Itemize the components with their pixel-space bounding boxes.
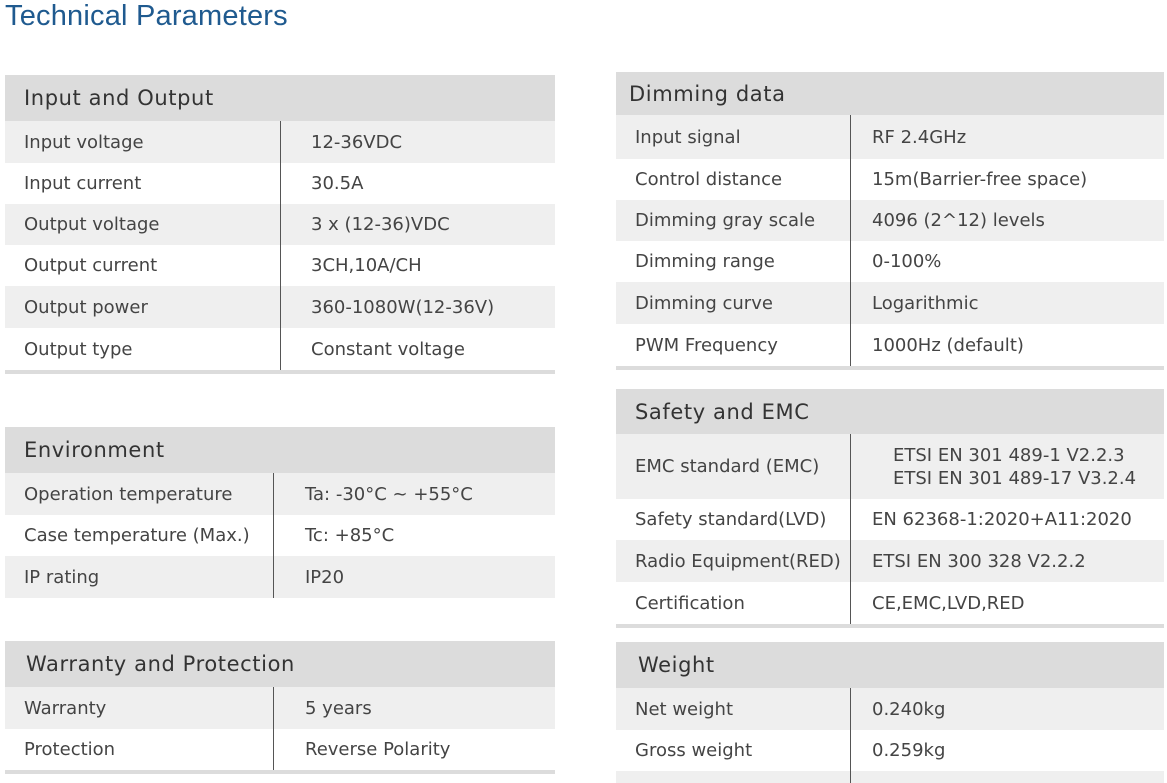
row-value: IP20: [305, 566, 345, 588]
table-row: [616, 115, 1164, 159]
page-title: Technical Parameters: [5, 0, 288, 32]
row-value: ETSI EN 300 328 V2.2.2: [872, 550, 1086, 572]
row-value: 0.259kg: [872, 740, 946, 761]
row-label: Input voltage: [24, 131, 144, 153]
table-row: [616, 582, 1164, 624]
table-row: [5, 729, 555, 770]
row-value: 0-100%: [872, 251, 942, 272]
table-row: [616, 200, 1164, 241]
table-row: [616, 434, 1164, 499]
section-divider: [5, 770, 555, 774]
row-label: Dimming curve: [635, 292, 773, 314]
section-divider: [5, 370, 555, 374]
row-value: Constant voltage: [311, 338, 465, 360]
table-row: [5, 687, 555, 729]
section-title: Dimming data: [629, 81, 786, 106]
row-label: Protection: [24, 739, 116, 760]
row-label: Dimming range: [635, 251, 775, 272]
row-value: 15m(Barrier-free space): [872, 169, 1088, 190]
table-row: [616, 324, 1164, 366]
table-row: [616, 771, 1164, 783]
row-label: Net weight: [635, 698, 734, 720]
environment-section: [5, 427, 555, 598]
section-divider: [616, 366, 1164, 370]
section-header: [5, 641, 555, 687]
row-value: 12-36VDC: [311, 131, 403, 153]
row-value: CE,EMC,LVD,RED: [872, 592, 1025, 614]
row-value: RF 2.4GHz: [872, 126, 967, 148]
row-label: Safety standard(LVD): [635, 509, 827, 530]
weight-section: [616, 642, 1164, 783]
dimming-section: [616, 72, 1164, 370]
table-row: [616, 159, 1164, 200]
row-label: Control distance: [635, 169, 783, 190]
row-label: Warranty: [24, 697, 107, 719]
section-title: Environment: [24, 438, 165, 462]
table-row: [5, 473, 555, 515]
row-label: Output power: [24, 296, 148, 318]
row-value: 0.240kg: [872, 698, 946, 720]
row-label: PWM Frequency: [635, 334, 778, 356]
section-title: Warranty and Protection: [26, 652, 295, 676]
section-header: [5, 75, 555, 121]
row-value: 3 x (12-36)VDC: [311, 214, 450, 235]
row-value: 30.5A: [311, 173, 364, 194]
row-value: 1000Hz (default): [872, 334, 1024, 356]
section-divider: [616, 624, 1164, 628]
table-row: [616, 730, 1164, 771]
row-value: ETSI EN 301 489-1 V2.2.3: [893, 444, 1125, 466]
table-row: [5, 328, 555, 370]
row-label: Gross weight: [635, 740, 753, 761]
table-row: [5, 121, 555, 163]
input-output-section: [5, 75, 555, 374]
section-header: [5, 427, 555, 473]
row-value: Reverse Polarity: [305, 739, 451, 760]
section-title: Input and Output: [24, 86, 214, 110]
row-label: Case temperature (Max.): [24, 525, 250, 546]
table-row: [5, 245, 555, 286]
warranty-section: [5, 641, 555, 774]
row-value: Tc: +85°C: [305, 525, 395, 546]
row-label: Input signal: [635, 126, 741, 148]
row-value: Ta: -30°C ~ +55°C: [305, 483, 473, 505]
row-value: Logarithmic: [872, 292, 979, 314]
table-row: [5, 286, 555, 328]
section-header: [616, 389, 1164, 434]
table-row: [616, 688, 1164, 730]
section-title: Weight: [638, 653, 715, 677]
row-label: Output current: [24, 255, 158, 276]
table-row: [616, 499, 1164, 540]
row-label: Certification: [635, 592, 745, 614]
row-value: 5 years: [305, 697, 372, 719]
row-value: 360-1080W(12-36V): [311, 296, 495, 318]
section-title: Safety and EMC: [635, 399, 810, 424]
row-label: Operation temperature: [24, 483, 233, 505]
row-value: 3CH,10A/CH: [311, 255, 422, 276]
table-row: [5, 163, 555, 204]
row-label: EMC standard (EMC): [635, 456, 820, 477]
safety-section: [616, 389, 1164, 628]
row-label: Output voltage: [24, 214, 160, 235]
row-label: Input current: [24, 173, 142, 194]
row-value: EN 62368-1:2020+A11:2020: [872, 509, 1132, 530]
table-row: [5, 204, 555, 245]
section-header: [616, 72, 1164, 115]
row-label: Dimming gray scale: [635, 210, 816, 231]
table-row: [5, 515, 555, 556]
table-row: [5, 556, 555, 598]
row-label: Radio Equipment(RED): [635, 550, 841, 572]
row-label: IP rating: [24, 566, 100, 588]
table-row: [616, 241, 1164, 282]
table-row: [616, 540, 1164, 582]
row-label: Output type: [24, 338, 133, 360]
row-value: ETSI EN 301 489-17 V3.2.4: [893, 467, 1137, 489]
row-value: 4096 (2^12) levels: [872, 210, 1045, 231]
section-header: [616, 642, 1164, 688]
table-row: [616, 282, 1164, 324]
